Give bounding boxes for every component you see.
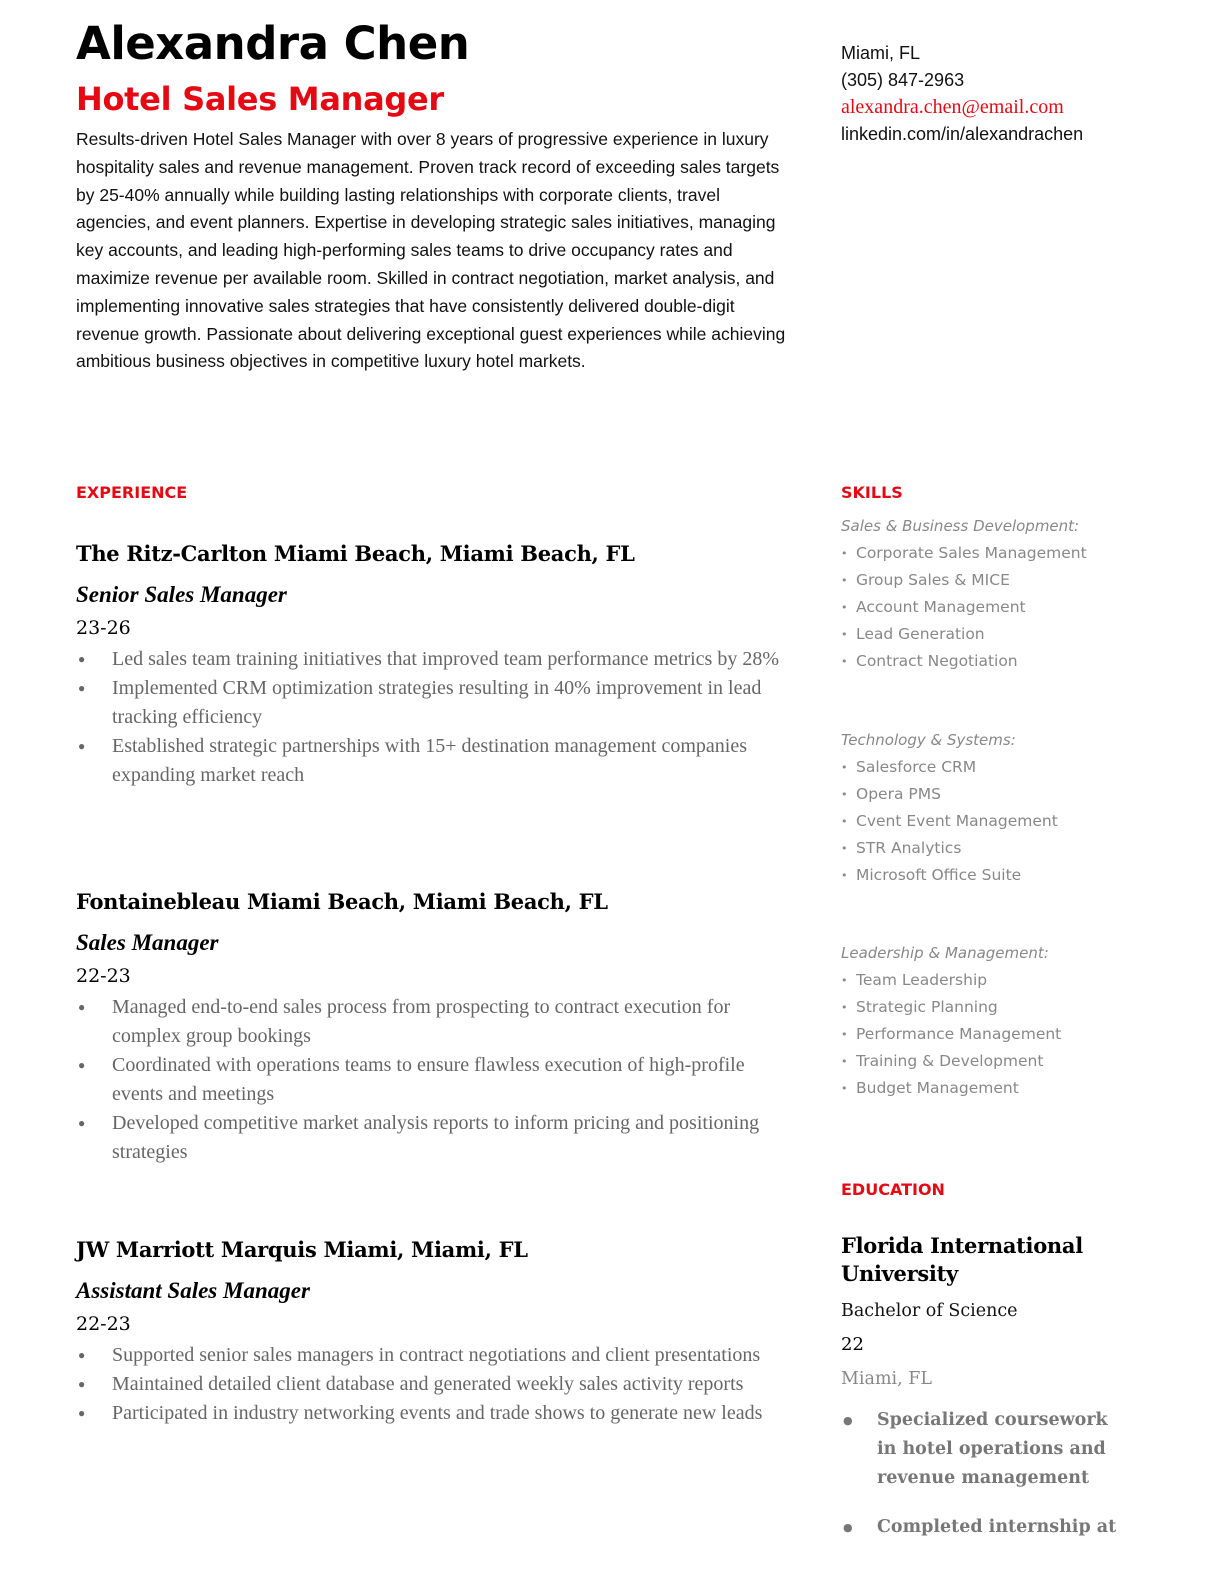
skill-item: • Strategic Planning (841, 994, 1161, 1021)
dates: 23-26 (76, 617, 131, 639)
dates: 22-23 (76, 965, 131, 987)
skills-heading: SKILLS (841, 483, 903, 502)
skill-item: • Cvent Event Management (841, 808, 1161, 835)
skill-group (841, 940, 1161, 1102)
skill-item: • Account Management (841, 594, 1161, 621)
skill-item: • Team Leadership (841, 967, 1161, 994)
contact-linkedin[interactable]: linkedin.com/in/alexandrachen (841, 124, 1084, 144)
contact-phone: (305) 847-2963 (841, 70, 965, 90)
header (76, 14, 786, 376)
skill-item: • Microsoft Office Suite (841, 862, 1161, 889)
skill-item: • Training & Development (841, 1048, 1161, 1075)
company: The Ritz-Carlton Miami Beach, Miami Beach, FL (76, 541, 635, 566)
role: Assistant Sales Manager (76, 1278, 310, 1303)
skill-list (841, 540, 1161, 675)
skill-item: • Group Sales & MICE (841, 567, 1161, 594)
skill-item: • Corporate Sales Management (841, 540, 1161, 567)
job-entry (76, 1235, 786, 1428)
contact-info (841, 40, 1181, 148)
school-location: Miami, FL (841, 1369, 933, 1389)
skill-category: Leadership & Management: (841, 944, 1049, 962)
job-bullets (76, 645, 786, 790)
role: Sales Manager (76, 930, 219, 955)
contact-email[interactable]: alexandra.chen@email.com (841, 96, 1064, 118)
skill-item: • Opera PMS (841, 781, 1161, 808)
company: Fontainebleau Miami Beach, Miami Beach, FL (76, 889, 608, 914)
job-bullets (76, 1341, 786, 1428)
job-entry (76, 887, 786, 1167)
skill-item: • Lead Generation (841, 621, 1161, 648)
job-bullet: ● Led sales team training initiatives that improved team performance metrics by 28% (76, 645, 786, 674)
skill-group (841, 727, 1161, 889)
job-bullet: ● Managed end-to-end sales process from prospecting to contract execution for complex group bookings (76, 993, 786, 1051)
job-bullet: ● Developed competitive market analysis reports to inform pricing and positioning strategies (76, 1109, 786, 1167)
education-bullet: ● Specialized coursework in hotel operations and revenue management (841, 1406, 1121, 1493)
job-title: Hotel Sales Manager (76, 80, 444, 118)
education-heading: EDUCATION (841, 1180, 945, 1199)
candidate-name: Alexandra Chen (76, 17, 470, 70)
experience-heading: EXPERIENCE (76, 483, 188, 502)
job-bullet: ● Coordinated with operations teams to ensure flawless execution of high-profile events and meetings (76, 1051, 786, 1109)
skill-item: • Salesforce CRM (841, 754, 1161, 781)
role: Senior Sales Manager (76, 582, 287, 607)
job-bullets (76, 993, 786, 1167)
summary: Results-driven Hotel Sales Manager with over 8 years of progressive experience in luxury hospitality sales and revenue management. Proven track record of exceeding sales targets by 25-40% annually while building lasting relationships with corporate clients, travel agencies, and event planners. Expertise in developing strategic sales initiatives, managing key accounts, and leading high-performing sales teams to drive occupancy rates and maximize revenue per available room. Skilled in contract negotiation, market analysis, and implementing innovative sales strategies that have consistently delivered double-digit revenue growth. Passionate about delivering exceptional guest experiences while achieving ambitious business objectives in competitive luxury hotel markets. (76, 129, 786, 372)
education-bullet: ● Completed internship at (841, 1513, 1121, 1542)
graduation-year: 22 (841, 1334, 864, 1355)
education-bullets (841, 1406, 1121, 1542)
skill-item: • Budget Management (841, 1075, 1161, 1102)
degree: Bachelor of Science (841, 1301, 1018, 1321)
contact-location: Miami, FL (841, 43, 921, 63)
job-bullet: ● Participated in industry networking events and trade shows to generate new leads (76, 1399, 786, 1428)
job-bullet: ● Maintained detailed client database and generated weekly sales activity reports (76, 1370, 786, 1399)
job-entry (76, 539, 786, 790)
skill-list (841, 967, 1161, 1102)
skill-item: • STR Analytics (841, 835, 1161, 862)
skill-item: • Contract Negotiation (841, 648, 1161, 675)
skill-group (841, 513, 1161, 675)
education-entry (841, 1232, 1121, 1562)
skill-category: Technology & Systems: (841, 731, 1016, 749)
job-bullet: ● Established strategic partnerships with 15+ destination management companies expanding market reach (76, 732, 786, 790)
skill-category: Sales & Business Development: (841, 517, 1080, 535)
job-bullet: ● Implemented CRM optimization strategies resulting in 40% improvement in lead tracking efficiency (76, 674, 786, 732)
skill-item: • Performance Management (841, 1021, 1161, 1048)
dates: 22-23 (76, 1313, 131, 1335)
company: JW Marriott Marquis Miami, Miami, FL (76, 1237, 528, 1262)
skill-list (841, 754, 1161, 889)
job-bullet: ● Supported senior sales managers in contract negotiations and client presentations (76, 1341, 786, 1370)
school: Florida International University (841, 1233, 1083, 1286)
